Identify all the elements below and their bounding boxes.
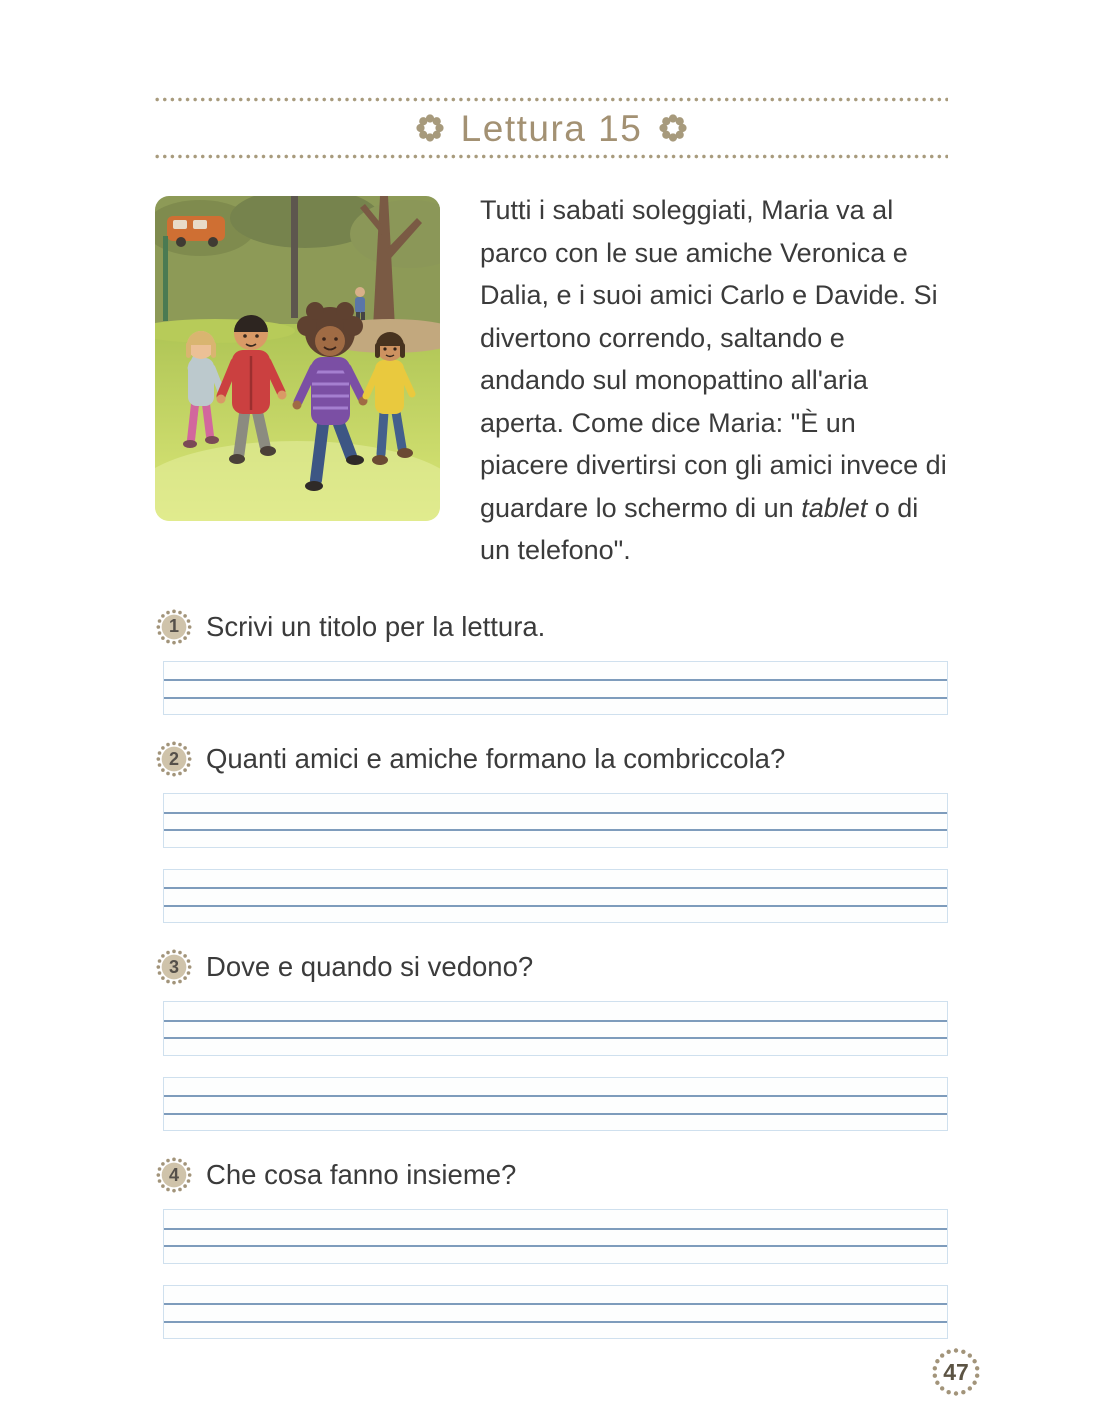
- question-text: Dove e quando si vedono?: [206, 951, 534, 982]
- question-text: Quanti amici e amiche formano la combriccola?: [206, 743, 786, 774]
- page-title: Lettura 15: [460, 107, 643, 149]
- page-number: 47: [943, 1358, 969, 1385]
- question-2-number-badge: [155, 740, 193, 778]
- answer-line-row: [164, 829, 947, 847]
- answer-lines-q1[interactable]: [163, 661, 948, 716]
- question-2: [155, 740, 948, 778]
- answer-line-row: [164, 1020, 947, 1038]
- reading-text: [480, 189, 948, 572]
- question-1-number-badge: [155, 608, 193, 646]
- answer-lines-q4-a[interactable]: [163, 1209, 948, 1264]
- answer-line-row: [164, 1321, 947, 1339]
- flower-ornament-icon: [415, 113, 445, 143]
- answer-line-row: [164, 662, 947, 680]
- answer-line-row: [164, 887, 947, 905]
- answer-line-row: [164, 1228, 947, 1246]
- answer-line-row: [164, 697, 947, 715]
- question-1: [155, 608, 948, 646]
- answer-lines-q2-a[interactable]: [163, 793, 948, 848]
- header: [155, 97, 948, 159]
- answer-line-row: [164, 1037, 947, 1055]
- answer-lines-q3-a[interactable]: [163, 1001, 948, 1056]
- answer-lines-q4-b[interactable]: [163, 1285, 948, 1340]
- dotted-divider-bottom: [155, 154, 948, 159]
- page-footer: [155, 1346, 982, 1398]
- answer-line-row: [164, 1113, 947, 1131]
- answer-lines-q3-b[interactable]: [163, 1077, 948, 1132]
- question-number: 3: [168, 956, 179, 977]
- question-text: Che cosa fanno insieme?: [206, 1159, 517, 1190]
- answer-line-row: [164, 1286, 947, 1304]
- question-3: [155, 948, 948, 986]
- answer-line-row: [164, 1245, 947, 1263]
- question-4: [155, 1156, 948, 1194]
- answer-line-row: [164, 905, 947, 923]
- answer-line-row: [164, 1002, 947, 1020]
- page-number-badge: [930, 1346, 982, 1398]
- question-number: 2: [168, 748, 179, 769]
- answer-line-row: [164, 1210, 947, 1228]
- title-row: [155, 105, 948, 151]
- reading-italic-word: tablet: [801, 492, 868, 523]
- flower-ornament-icon: [658, 113, 688, 143]
- answer-line-row: [164, 1078, 947, 1096]
- answer-line-row: [164, 812, 947, 830]
- answer-line-row: [164, 679, 947, 697]
- park-scene-illustration: [155, 196, 440, 521]
- answer-line-row: [164, 1303, 947, 1321]
- reading-section: [155, 196, 948, 572]
- question-3-number-badge: [155, 948, 193, 986]
- question-number: 4: [168, 1164, 179, 1185]
- answer-line-row: [164, 1095, 947, 1113]
- answer-line-row: [164, 870, 947, 888]
- question-number: 1: [168, 616, 179, 636]
- dotted-divider-top: [155, 97, 948, 102]
- answer-lines-q2-b[interactable]: [163, 869, 948, 924]
- reading-text-part2: o di un telefono".: [480, 492, 919, 565]
- reading-photo: [155, 196, 440, 521]
- question-text: Scrivi un titolo per la lettura.: [206, 610, 546, 642]
- question-4-number-badge: [155, 1156, 193, 1194]
- reading-text-part1: Tutti i sabati soleggiati, Maria va al parco con le sue amiche Veronica e Dalia, e i suoi amici Carlo e Davide. Si divertono correndo, saltando e andando sul monopattino all'aria aperta. Come dice Maria: "È un piacere divertirsi con gli amici invece di guardare lo schermo di un: [480, 195, 947, 523]
- answer-line-row: [164, 794, 947, 812]
